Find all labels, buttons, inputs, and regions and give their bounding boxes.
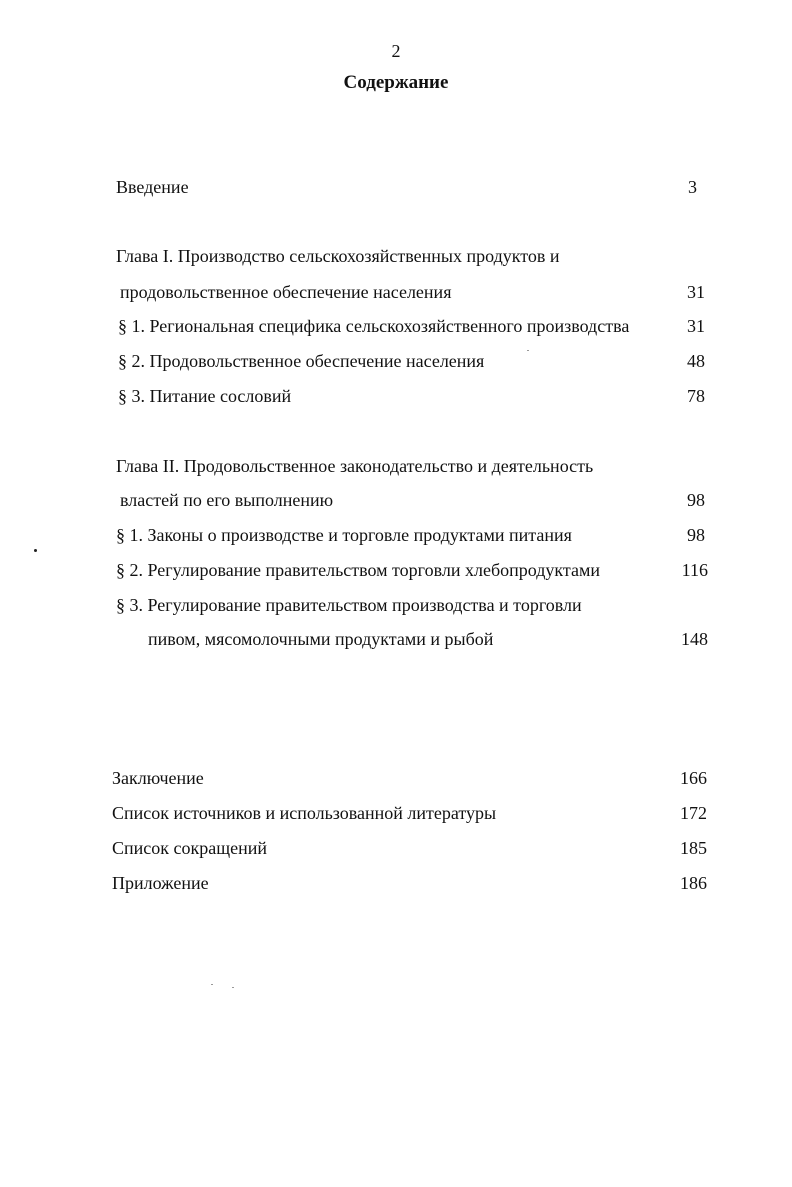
chapter-title-line2: продовольственное обеспечение населения xyxy=(120,282,452,302)
scan-speck xyxy=(232,987,234,988)
toc-page: 148 xyxy=(681,629,708,649)
toc-page: 31 xyxy=(687,316,705,336)
chapter-title-line1: Глава II. Продовольственное законодательство и деятельность xyxy=(116,456,594,476)
toc-page: 48 xyxy=(687,351,705,371)
toc-entry-abbreviations: Список сокращений xyxy=(112,838,267,858)
scan-speck xyxy=(34,549,37,552)
chapter-title-line1: Глава I. Производство сельскохозяйственных продуктов и xyxy=(116,246,560,266)
toc-entry-conclusion: Заключение xyxy=(112,768,204,788)
toc-page: 78 xyxy=(687,386,705,406)
toc-entry-appendix: Приложение xyxy=(112,873,209,893)
toc-section: § 1. Законы о производстве и торговле продуктами питания xyxy=(116,525,572,545)
toc-page: 31 xyxy=(687,282,705,302)
toc-page: 185 xyxy=(680,838,707,858)
scan-speck xyxy=(527,350,529,351)
scan-speck xyxy=(211,984,213,985)
toc-entry-sources: Список источников и использованной литературы xyxy=(112,803,497,823)
toc-section: § 2. Регулирование правительством торговли хлебопродуктами xyxy=(116,560,601,580)
toc-section-continued: пивом, мясомолочными продуктами и рыбой xyxy=(148,629,494,649)
toc-page: 172 xyxy=(680,803,707,823)
toc-section: § 3. Питание сословий xyxy=(118,386,292,406)
page-title: Содержание xyxy=(343,72,449,93)
toc-page: 186 xyxy=(680,873,707,893)
toc-page: 3 xyxy=(688,177,697,197)
toc-label: Введение xyxy=(116,177,189,197)
page-number: 2 xyxy=(391,41,401,61)
toc-page: 98 xyxy=(687,525,705,545)
toc-section: § 2. Продовольственное обеспечение населения xyxy=(118,351,485,371)
chapter-title-line2: властей по его выполнению xyxy=(120,490,334,510)
toc-section: § 1. Региональная специфика сельскохозяйственного производства xyxy=(118,316,630,336)
toc-section: § 3. Регулирование правительством производства и торговли xyxy=(116,595,582,615)
toc-page: 116 xyxy=(681,560,708,580)
toc-page: 98 xyxy=(687,490,705,510)
toc-page: 166 xyxy=(680,768,707,788)
